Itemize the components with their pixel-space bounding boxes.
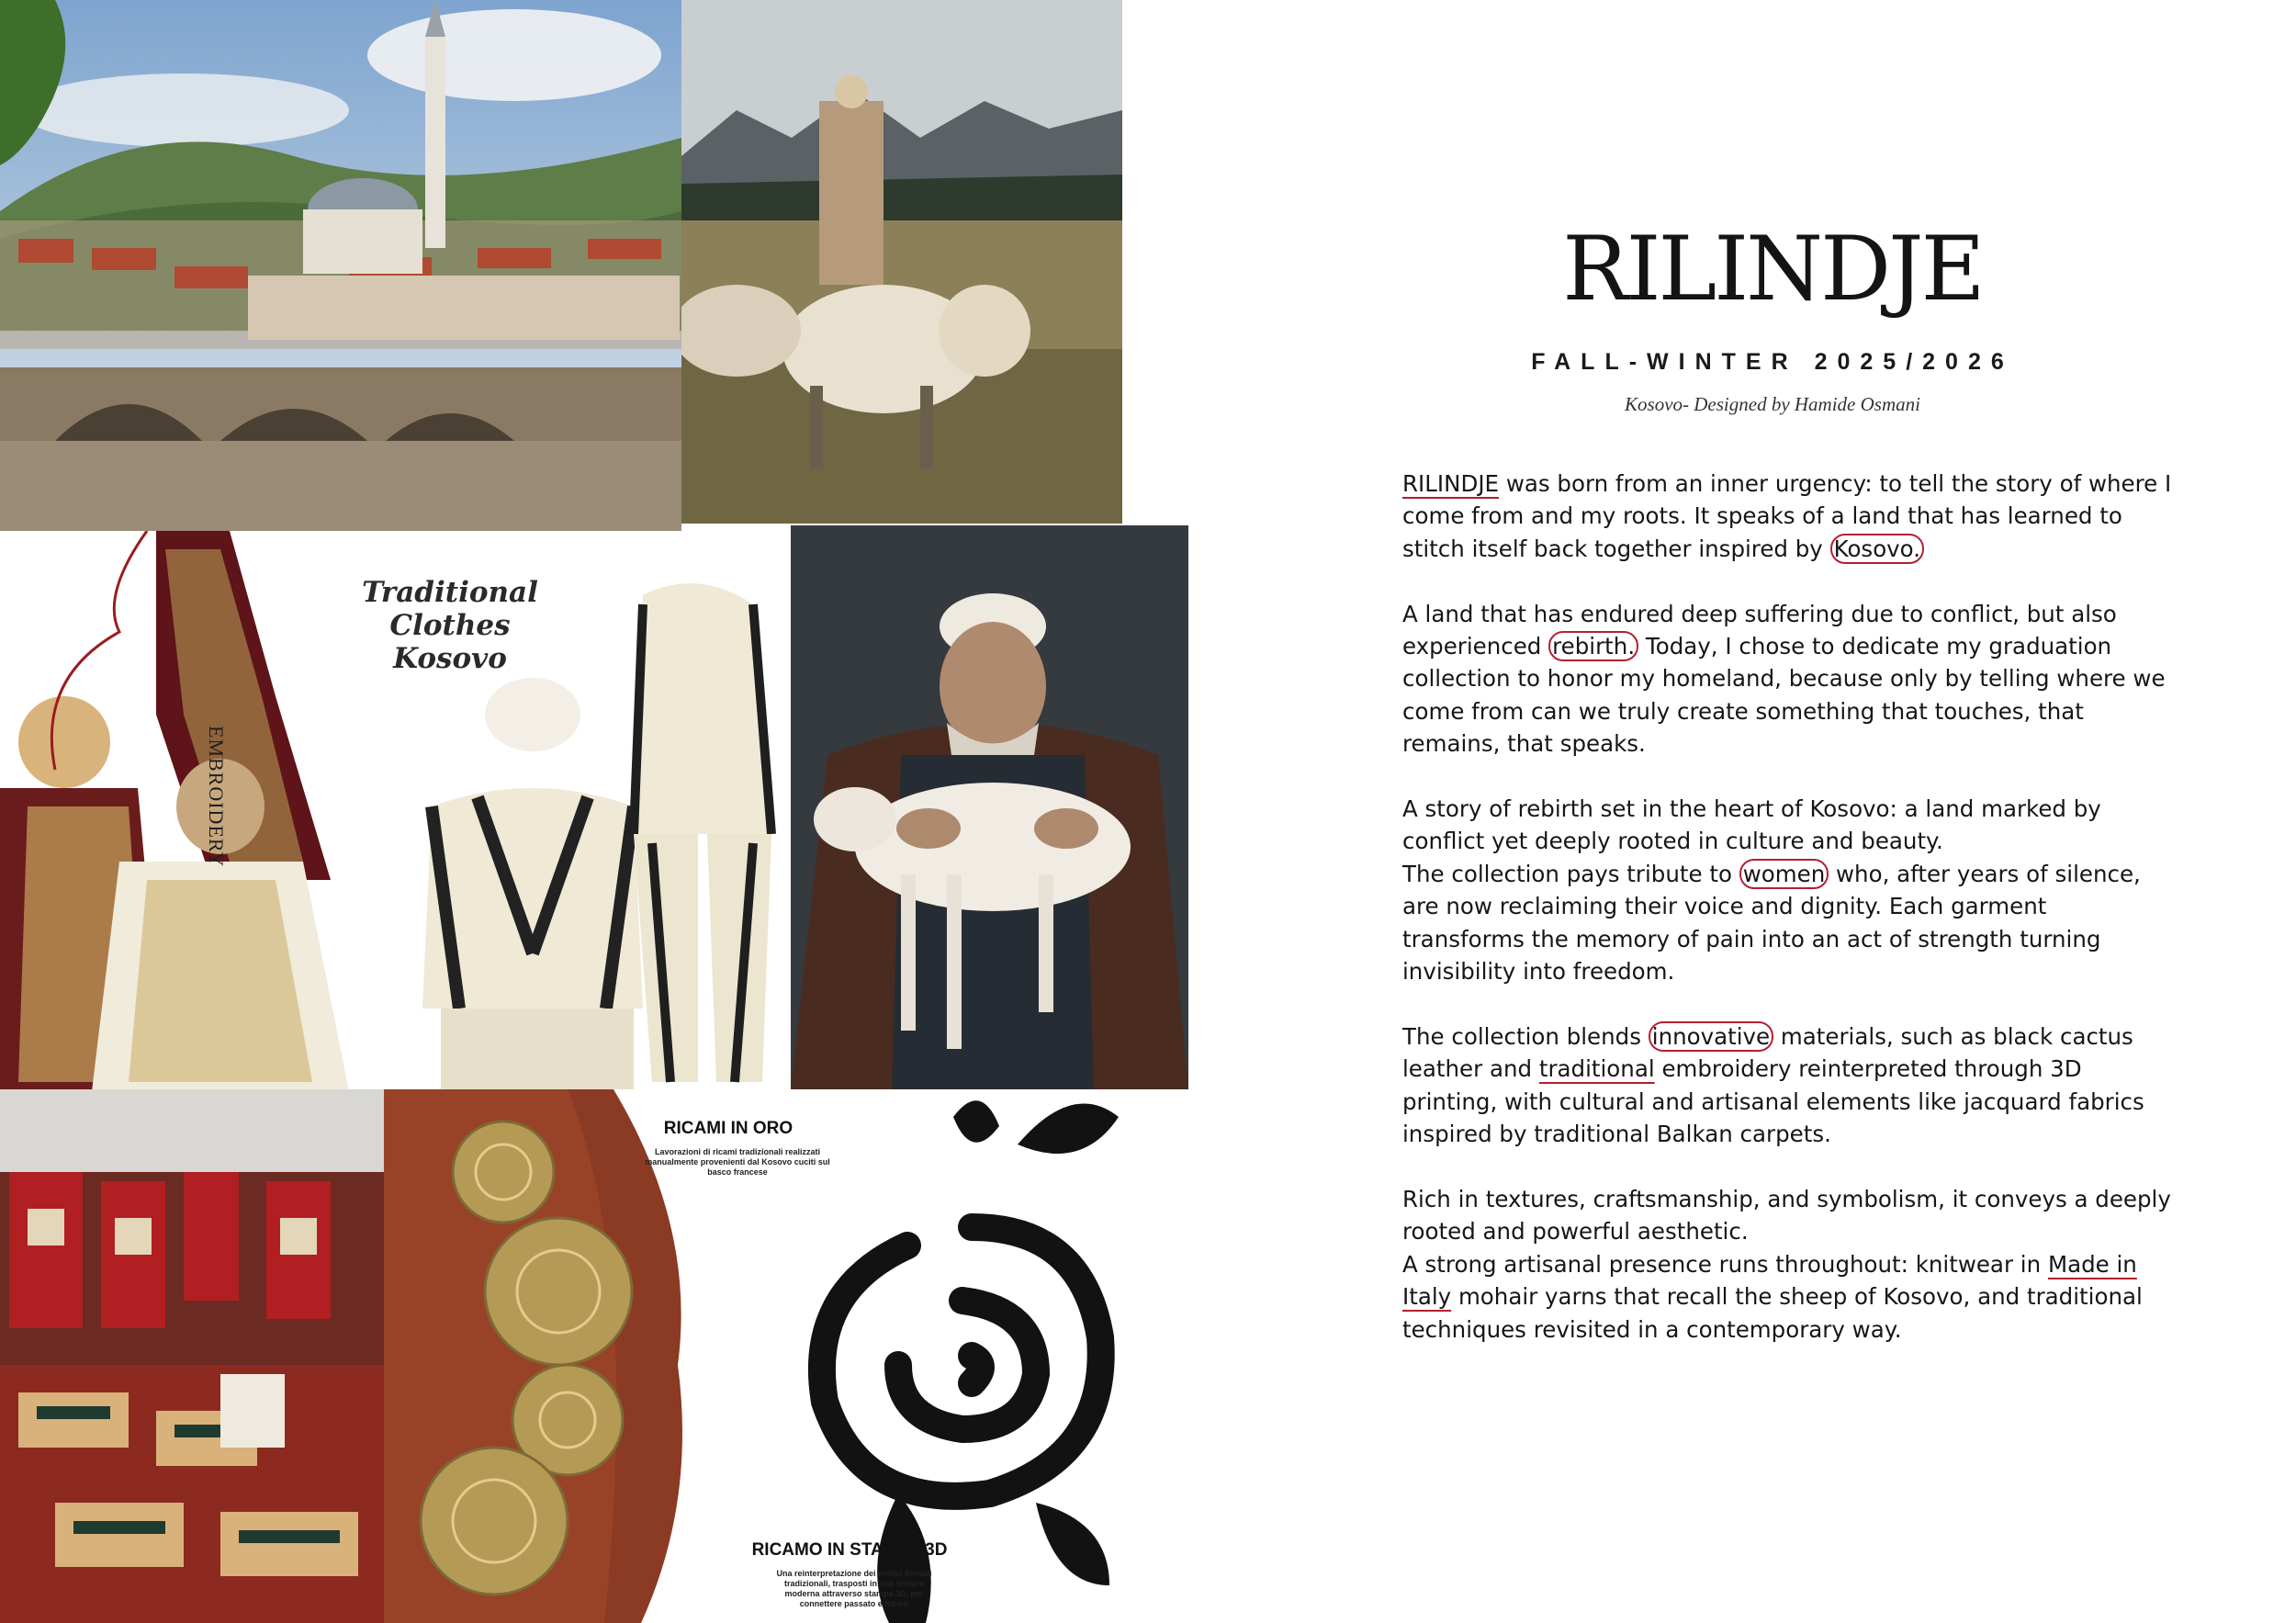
paragraph-materials — [1402, 1020, 2174, 1151]
traditional-clothes-title — [331, 576, 569, 675]
city-bridge-photo — [0, 0, 681, 531]
paragraph-land-text-a: A land that has endured deep suffering due to conflict, but also experienced — [1402, 600, 2117, 660]
paragraph-tribute — [1402, 858, 2174, 988]
paragraph-land — [1402, 598, 2174, 761]
keyword-traditional: traditional — [1538, 1055, 1655, 1083]
paragraph-materials-text-e: embroidery reinterpreted through 3D printing, with cultural and artisanal elements like jacquard fabrics inspired by traditional Balkan carpets. — [1402, 1055, 2144, 1148]
collection-description — [1402, 468, 2174, 1378]
ricami-title: RICAMI IN ORO — [663, 1119, 793, 1138]
stampa-caption: Una reinterpretazione dei motivi floreali tradizionali, trasposti in una texture moderna attraverso stampa 3D, per connettere passato e futuro — [776, 1569, 932, 1608]
paragraph-tribute-text-c: who, after years of silence, are now reclaiming their voice and dignity. Each garment transforms the memory of pain into an act of strength turning invisibility into freedom. — [1402, 860, 2141, 986]
keyword-innovative: innovative — [1649, 1021, 1773, 1052]
traditional-clothes-subheading: Kosovo — [393, 642, 507, 675]
woman-sheep-photo — [681, 0, 1122, 524]
paragraph-tribute-text-a: The collection pays tribute to — [1402, 860, 1739, 887]
keyword-rebirth: rebirth. — [1548, 631, 1638, 661]
collection-title: RILINDJE — [1562, 218, 1983, 321]
keyword-made-in-italy: Made in Italy — [1402, 1250, 2137, 1311]
ricami-caption: Lavorazioni di ricami tradizionali realizzati manualmente provenienti dal Kosovo cuciti sul basco francese — [645, 1147, 830, 1177]
paragraph-artisanal-text-c: mohair yarns that recall the sheep of Kosovo, and traditional techniques revisited in a contemporary way. — [1402, 1283, 2143, 1343]
keyword-rilindje: RILINDJE — [1402, 470, 1500, 497]
paragraph-origin — [1402, 468, 2174, 565]
paragraph-materials-text-a: The collection blends — [1402, 1022, 1649, 1050]
paragraph-origin-text: was born from an inner urgency: to tell the story of where I come from and my roots. It speaks of a land that has learned to stitch itself back together inspired by — [1402, 470, 2172, 562]
carpet-market-photo — [0, 1089, 384, 1623]
paragraph-land-text-c: Today, I chose to dedicate my graduation collection to honor my homeland, because only by telling where we come from can we truly create something that touches, that remains, that speaks. — [1402, 633, 2166, 758]
designer-credit: Kosovo- Designed by Hamide Osmani — [1625, 393, 1920, 415]
season-label: FALL-WINTER 2025/2026 — [1531, 349, 2014, 375]
paragraph-textures: Rich in textures, craftsmanship, and symbolism, it conveys a deeply rooted and powerful aesthetic. — [1402, 1185, 2171, 1245]
paragraph-artisanal-text-a: A strong artisanal presence runs throughout: knitwear in — [1402, 1250, 2048, 1278]
traditional-clothes-heading: Traditional Clothes — [362, 576, 538, 642]
paragraph-artisanal — [1402, 1248, 2174, 1346]
paragraph-story: A story of rebirth set in the heart of Kosovo: a land marked by conflict yet deeply rooted in culture and beauty. — [1402, 795, 2101, 855]
stampa-title: RICAMO IN STAMPA 3D — [751, 1540, 948, 1560]
paragraph-materials-text-c: materials, such as black cactus leather and — [1402, 1022, 2133, 1083]
keyword-women: women — [1739, 859, 1829, 889]
keyword-kosovo: Kosovo. — [1830, 534, 1924, 564]
embroidery-label: EMBROIDERY — [205, 726, 228, 868]
man-lamb-photo — [791, 525, 1188, 1089]
